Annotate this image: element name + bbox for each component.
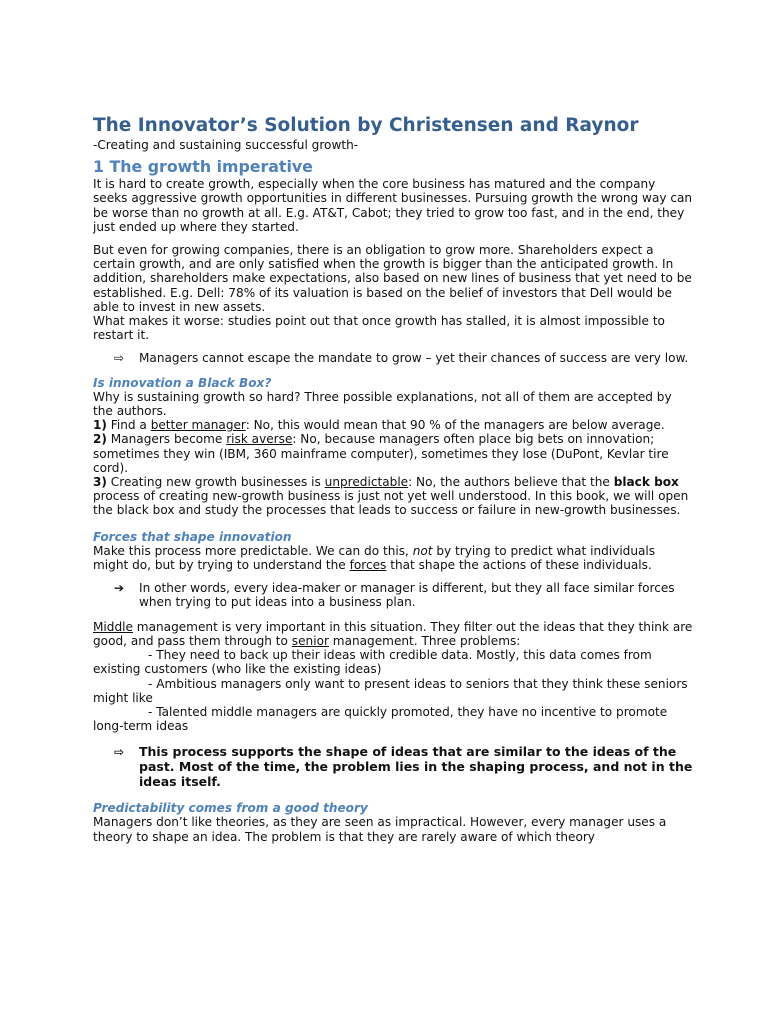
problem-item — [93, 648, 693, 676]
text: management. Three problems: — [328, 633, 521, 648]
subheading-black-box: Is innovation a Black Box? — [93, 375, 272, 390]
section-heading-growth-imperative: 1 The growth imperative — [93, 157, 313, 177]
arrow-bullet — [93, 745, 693, 789]
underlined-term: risk averse — [226, 432, 293, 447]
paragraph: Why is sustaining growth so hard? Three possible explanations, not all of them are accepted by the authors. — [93, 389, 672, 419]
emphasis: not — [412, 543, 433, 558]
numbered-item — [93, 418, 693, 432]
paragraph — [93, 620, 693, 648]
paragraph — [93, 544, 693, 572]
item-text: process of creating new-growth business is just not yet well understood. In this book, we will open the black box and study the processes that leads to success or failure in new-growth businesses. — [93, 489, 689, 518]
paragraph: It is hard to create growth, especially when the core business has matured and the company seeks aggressive growth opportunities in different businesses. Pursuing growth the wrong way can be worse than no growth at all. E.g. AT&T, Cabot; they tried to grow too fast, and in the end, they just ended up where they started. — [93, 177, 693, 234]
text: by trying to predict what individuals might do, but by trying to understand the — [93, 543, 656, 573]
item-text: : No, this would mean that 90 % of the managers are below average. — [245, 418, 665, 433]
item-number: 3) — [93, 475, 107, 490]
solid-arrow-icon: ➔ — [114, 581, 125, 596]
underlined-term: Middle — [93, 619, 133, 634]
bullet-text: This process supports the shape of ideas that are similar to the ideas of the past. Most of the time, the problem lies in the shaping process, and not in the ideas itself. — [139, 744, 693, 789]
problem-item — [93, 677, 693, 705]
item-text: : No, because managers often place big bets on innovation; sometimes they win (IBM, 360 mainframe computer), sometimes they lose (DuPont, Kevlar tire cord). — [93, 432, 669, 475]
item-text: Find a — [106, 418, 151, 433]
item-text: Managers become — [106, 432, 227, 447]
numbered-item — [93, 475, 693, 518]
underlined-term: unpredictable — [324, 475, 409, 490]
bold-term: black box — [613, 475, 679, 490]
paragraph: But even for growing companies, there is an obligation to grow more. Shareholders expect a certain growth, and are only satisfied when the growth is bigger than the anticipated growth. In addition, shareholders make expectations, also based on new lines of business that yet need to be established. E.g. Dell: 78% of its valuation is based on the belief of investors that Dell would be able to invest in new assets. — [93, 243, 692, 314]
underlined-term: forces — [349, 558, 387, 573]
arrow-bullet — [93, 581, 693, 609]
hollow-arrow-icon: ⇨ — [114, 745, 125, 760]
hollow-arrow-icon: ⇨ — [114, 351, 125, 366]
underlined-term: better manager — [150, 418, 246, 433]
item-number: 1) — [93, 418, 107, 433]
text: - Talented middle managers are quickly promoted, they have no incentive to promote long-term ideas — [93, 704, 668, 734]
page-subtitle: -Creating and sustaining successful growth- — [93, 138, 359, 152]
subheading-predictability: Predictability comes from a good theory — [93, 801, 368, 816]
text: that shape the actions of these individuals. — [386, 558, 652, 573]
item-number: 2) — [93, 432, 107, 447]
bullet-text: Managers cannot escape the mandate to grow – yet their chances of success are very low. — [139, 351, 689, 366]
text: - Ambitious managers only want to present ideas to seniors that they think these seniors might like — [93, 676, 688, 705]
problem-item — [93, 705, 693, 733]
text: Make this process more predictable. We can do this, — [93, 543, 413, 558]
document-body — [93, 114, 693, 844]
page-title: The Innovator’s Solution by Christensen and Raynor — [93, 115, 639, 136]
numbered-item — [93, 432, 693, 475]
arrow-bullet — [93, 351, 693, 365]
paragraph: Managers don’t like theories, as they are seen as impractical. However, every manager uses a theory to shape an idea. The problem is that they are rarely aware of which theory — [93, 815, 667, 844]
item-text: : No, the authors believe that the — [408, 475, 614, 490]
subheading-forces: Forces that shape innovation — [93, 529, 292, 544]
bullet-text: In other words, every idea-maker or manager is different, but they all face similar forces when trying to put ideas into a business plan. — [139, 581, 675, 610]
item-text: Creating new growth businesses is — [106, 475, 325, 490]
underlined-term: senior — [291, 633, 329, 648]
text: - They need to back up their ideas with credible data. Mostly, this data comes from existing customers (who like the existing ideas) — [93, 648, 652, 677]
paragraph: What makes it worse: studies point out that once growth has stalled, it is almost impossible to restart it. — [93, 314, 665, 343]
text: management is very important in this situation. They filter out the ideas that they think are good, and pass them through to — [93, 619, 693, 648]
